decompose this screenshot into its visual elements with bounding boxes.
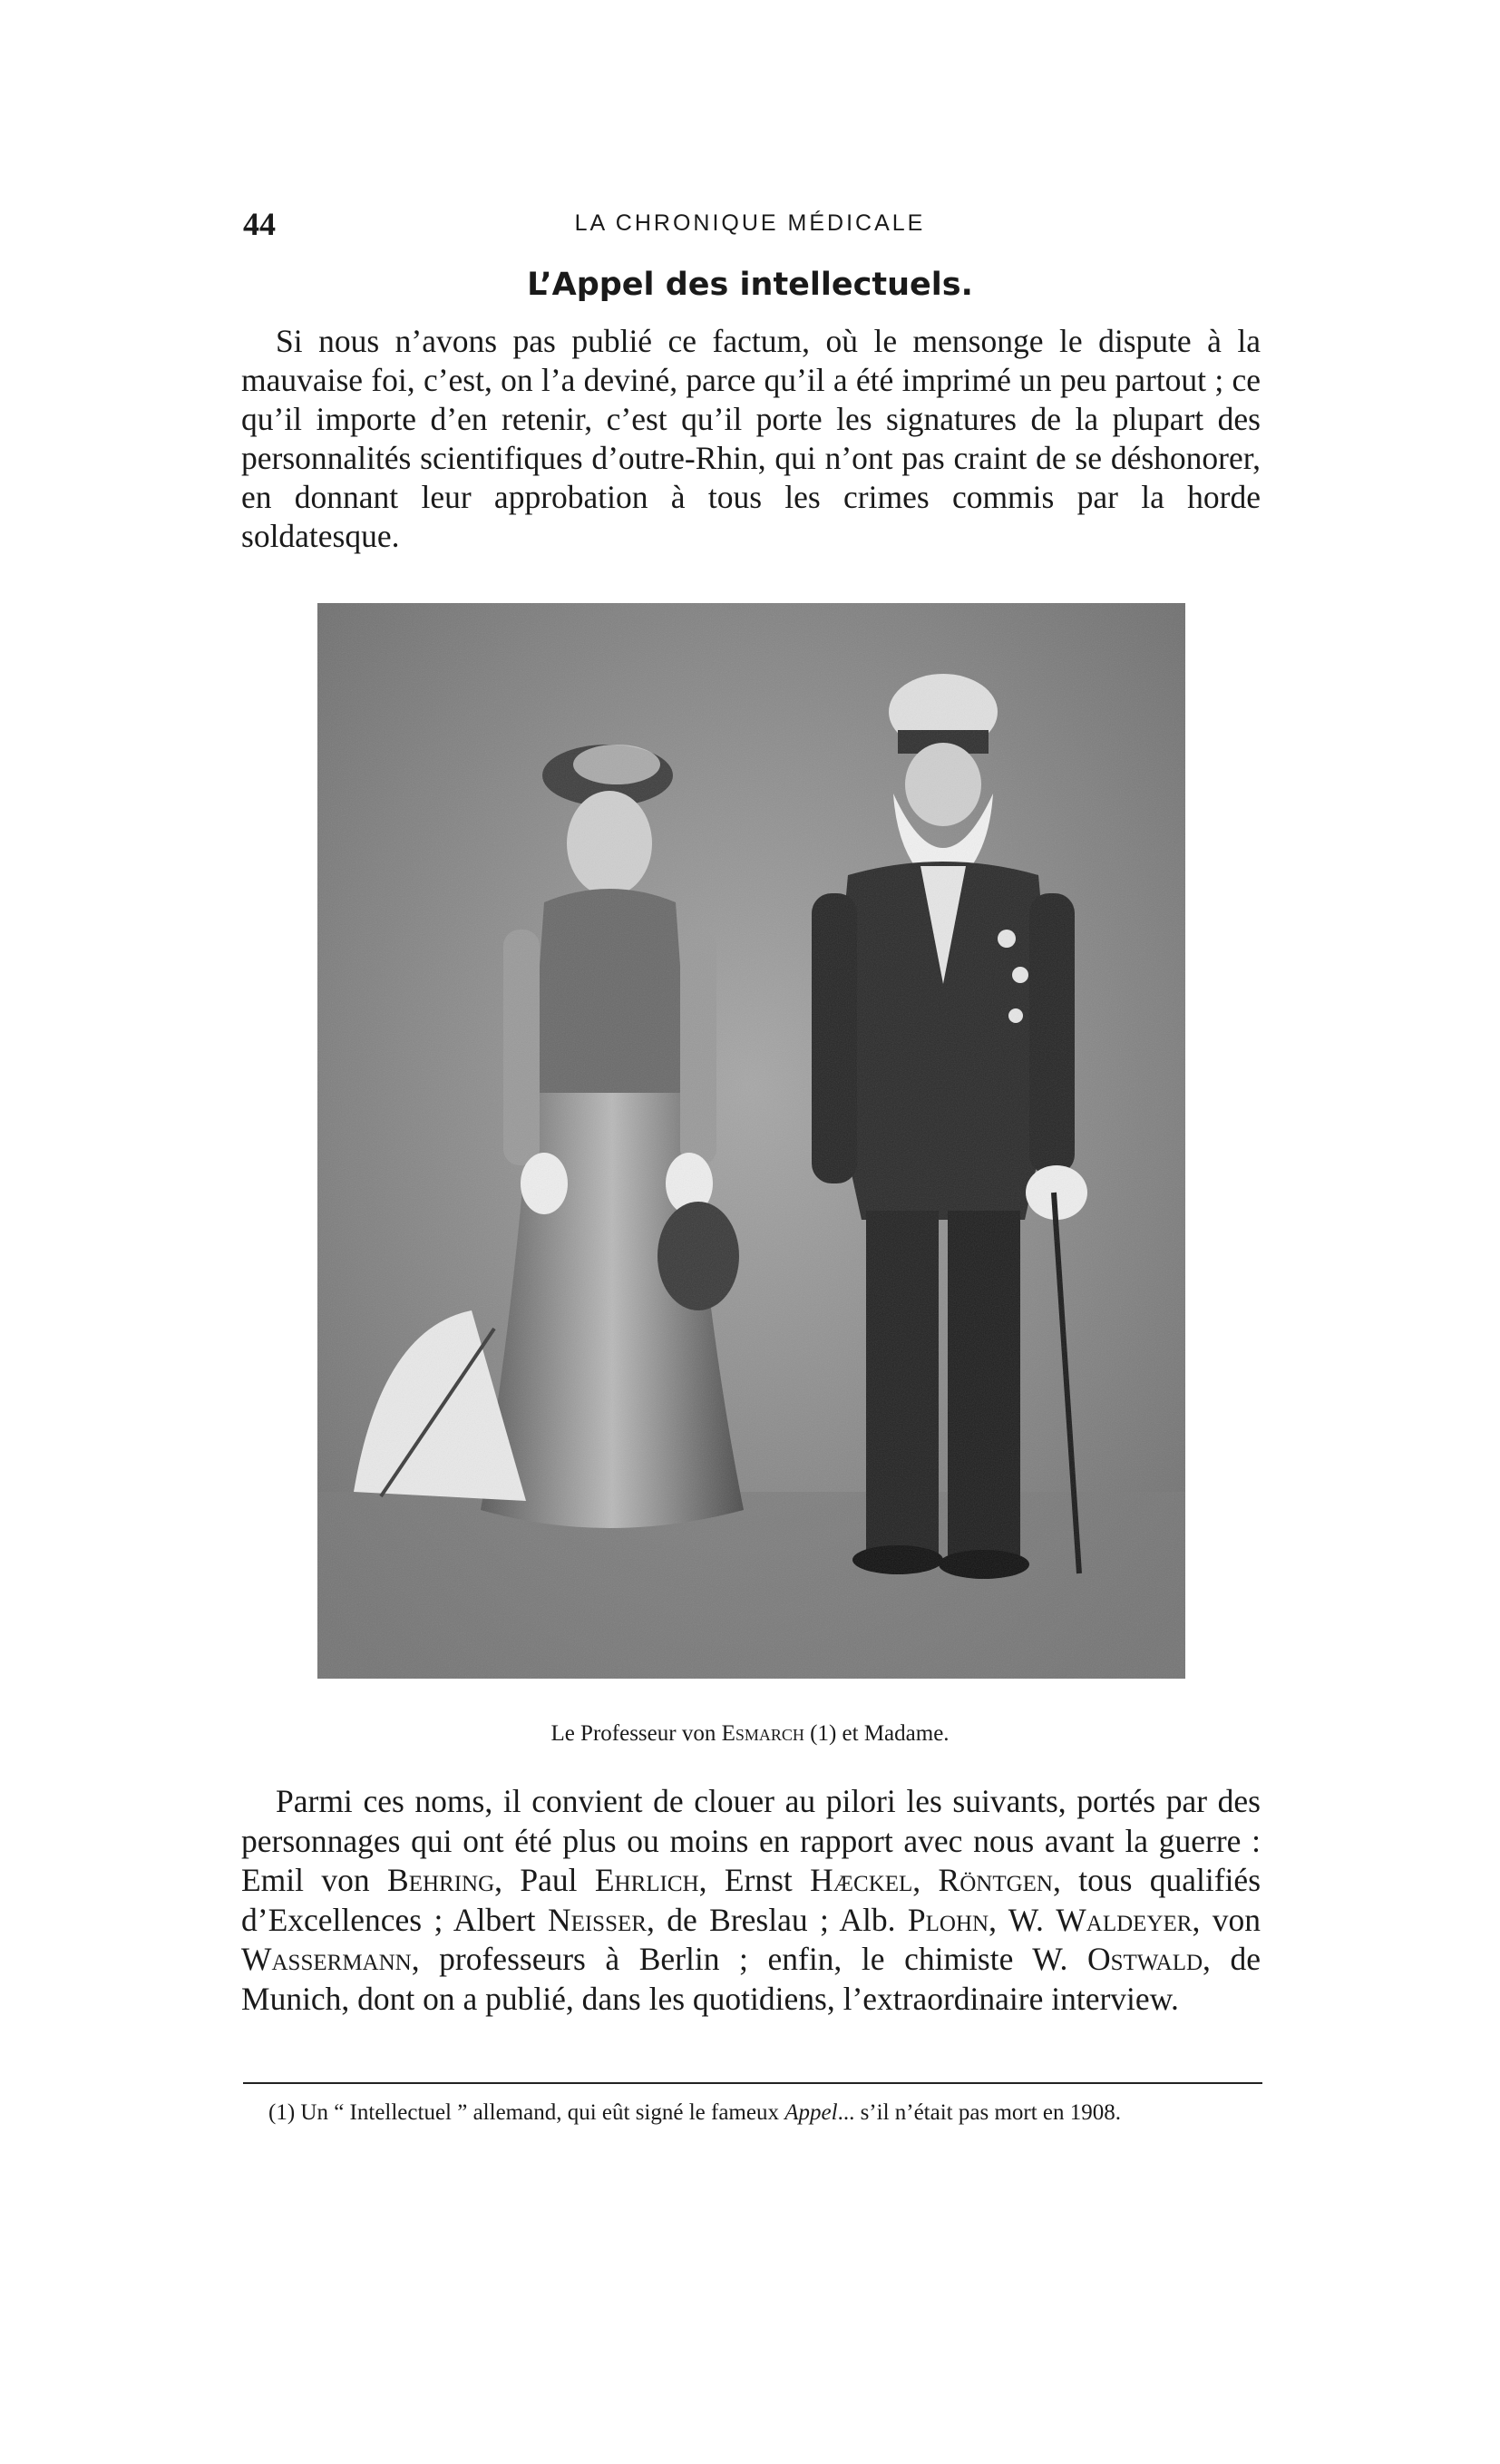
person-name: Plohn [907, 1901, 989, 1938]
text-run: , von [1192, 1901, 1261, 1938]
text-run: , Paul [494, 1862, 595, 1898]
text-run: , Ernst [698, 1862, 811, 1898]
text-run: , [912, 1862, 939, 1898]
running-head: LA CHRONIQUE MÉDICALE [574, 210, 926, 236]
figure-caption [0, 1721, 1500, 1747]
person-name: Röntgen [938, 1862, 1053, 1898]
footnote-rule [243, 2082, 1262, 2084]
article-title: L’Appel des intellectuels. [527, 267, 973, 303]
page-number: 44 [243, 206, 276, 242]
person-name: Hæckel [810, 1862, 913, 1898]
caption-text: Le Professeur von [550, 1721, 722, 1746]
person-name: Waldeyer [1056, 1901, 1193, 1938]
text-run: , W. [989, 1901, 1057, 1938]
footnote-text: (1) Un “ Intellectuel ” allemand, qui eût signé le fameux [268, 2100, 785, 2125]
footnote-italic: Appel [784, 2100, 838, 2125]
portrait-photograph [317, 603, 1185, 1679]
caption-text-end: (1) et Madame. [804, 1721, 950, 1746]
text-run: Parmi ces noms, il convient de clouer au pilori les suivants, portés par des personnages qui ont été plus ou moins en rapport avec nous avant la guerre : Emil von [241, 1783, 1261, 1898]
text-run: , tous qualifiés d’Excellences ; Albert [241, 1862, 1261, 1938]
text-run: , professeurs à Berlin ; enfin, le chimiste W. [411, 1941, 1087, 1977]
caption-name: Esmarch [721, 1721, 804, 1746]
person-name: Ehrlich [594, 1862, 699, 1898]
person-name: Behring [387, 1862, 495, 1898]
person-name: Ostwald [1087, 1941, 1203, 1977]
footnote [241, 2099, 1261, 2128]
text-run: , de Breslau ; Alb. [646, 1901, 908, 1938]
footnote-text-end: ... s’il n’était pas mort en 1908. [837, 2100, 1122, 2125]
person-name: Neisser [547, 1901, 647, 1938]
names-paragraph [241, 1782, 1261, 2019]
text-run: , de Munich, dont on a publié, dans les quotidiens, l’extraordinaire interview. [241, 1941, 1261, 2017]
person-name: Wassermann [241, 1941, 412, 1977]
intro-paragraph: Si nous n’avons pas publié ce factum, où le mensonge le dispute à la mauvaise foi, c’est, on l’a deviné, parce qu’il a été imprimé un peu partout ; ce qu’il importe d’en retenir, c’est qu’il porte les signatures de la plupart des personnalités scientifiques d’outre-Rhin, qui n’ont pas craint de se déshonorer, en donnant leur approbation à tous les crimes commis par la horde soldatesque. [241, 323, 1261, 554]
